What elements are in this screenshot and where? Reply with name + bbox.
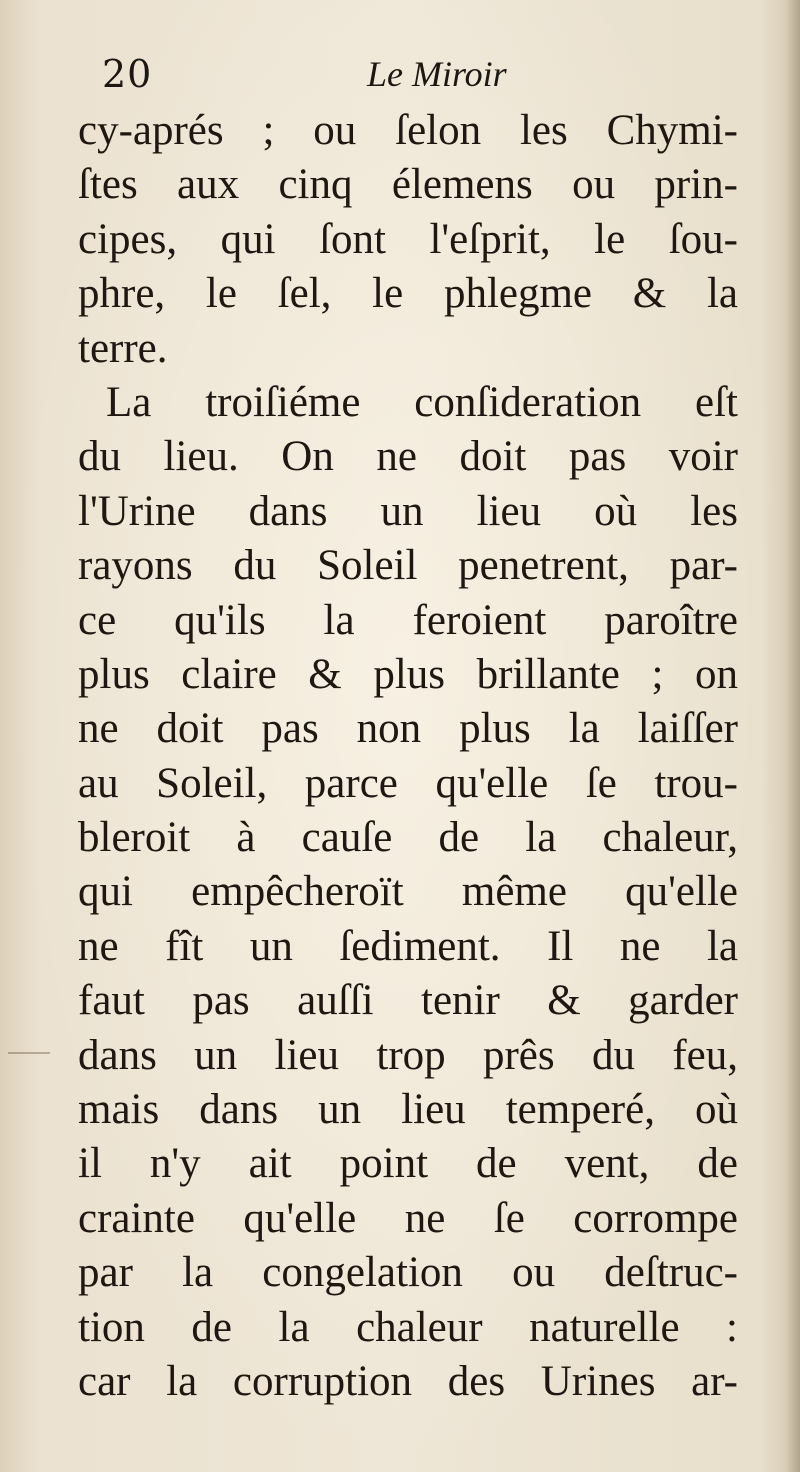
text-line: plus claire & plus brillante ; on	[78, 650, 738, 698]
running-head: Le Miroir	[367, 54, 507, 94]
text-line: terre.	[78, 324, 168, 372]
text-line: cy-aprés ; ou ſelon les Chymi-	[78, 107, 738, 154]
text-line: ce qu'ils la feroient paroître	[78, 596, 738, 644]
page-number: 20	[102, 52, 153, 96]
text-line: du lieu. On ne doit pas voir	[78, 433, 738, 481]
page-edge-shadow	[786, 0, 800, 1472]
text-line: crainte qu'elle ne ſe corrompe	[78, 1194, 738, 1242]
text-line: ne fît un ſediment. Il ne la	[78, 922, 738, 970]
paragraph-start-line: La troiſiéme conſideration eſt	[106, 378, 738, 426]
body-text	[78, 104, 738, 1409]
text-line: phre, le ſel, le phlegme & la	[78, 270, 738, 318]
text-line: faut pas auſſi tenir & garder	[78, 977, 738, 1025]
text-line: dans un lieu trop prês du feu,	[78, 1031, 738, 1079]
text-line: car la corruption des Urines ar-	[78, 1357, 738, 1405]
text-line: mais dans un lieu temperé, où	[78, 1086, 738, 1134]
margin-mark	[8, 1052, 50, 1054]
page-header	[102, 44, 742, 104]
text-line: tion de la chaleur naturelle :	[78, 1303, 738, 1351]
text-line: au Soleil, parce qu'elle ſe trou-	[78, 759, 738, 807]
text-line: bleroit à cauſe de la chaleur,	[78, 814, 738, 862]
text-line: ne doit pas non plus la laiſſer	[78, 705, 738, 753]
text-line: cipes, qui ſont l'eſprit, le ſou-	[78, 215, 738, 263]
text-line: il n'y ait point de vent, de	[78, 1140, 738, 1188]
text-line: ſtes aux cinq élemens ou prin-	[78, 161, 738, 209]
text-line: qui empêcheroït même qu'elle	[78, 868, 738, 916]
text-line: par la congelation ou deſtruc-	[78, 1249, 738, 1297]
text-line: rayons du Soleil penetrent, par-	[78, 542, 738, 590]
text-line: l'Urine dans un lieu où les	[78, 487, 738, 535]
